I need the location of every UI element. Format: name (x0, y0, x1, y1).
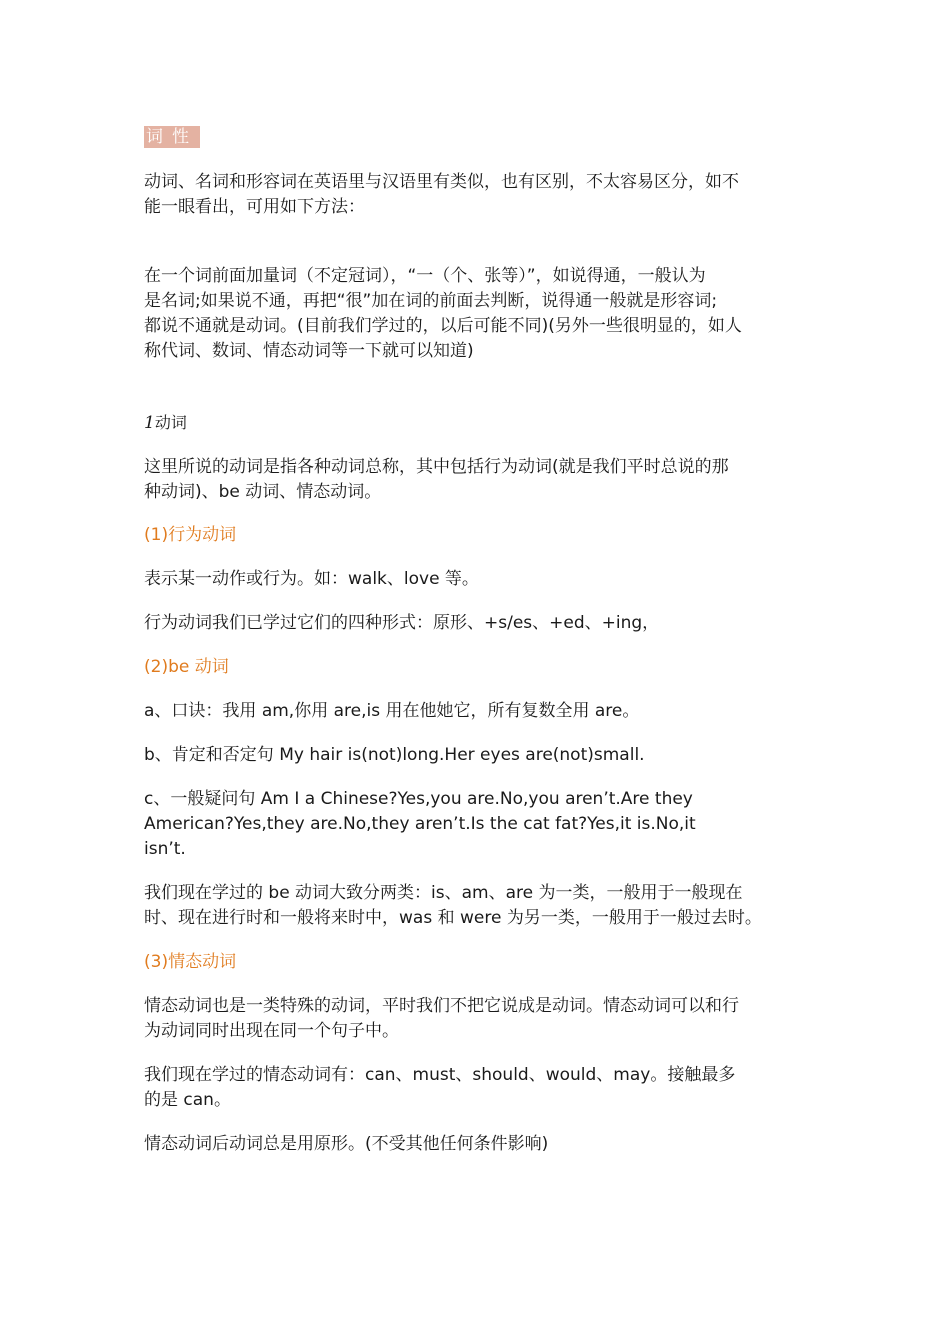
text-line: 是名词;如果说不通，再把“很”加在词的前面去判断，说得通一般就是形容词; (144, 291, 718, 311)
subheading-be-verbs: (2)be 动词 (144, 657, 229, 677)
paragraph: a、口诀：我用 am,你用 are,is 用在他她它，所有复数全用 are。 (144, 701, 640, 721)
paragraph (144, 881, 816, 931)
paragraph (144, 787, 816, 862)
text-line: 我们现在学过的 be 动词大致分两类：is、am、are 为一类，一般用于一般现在 (144, 883, 743, 903)
text-line: 时、现在进行时和一般将来时中，was 和 were 为另一类，一般用于一般过去时。 (144, 908, 762, 928)
text-line: 称代词、数词、情态动词等一下就可以知道) (144, 341, 474, 361)
text-line: 都说不通就是动词。(目前我们学过的，以后可能不同)(另外一些很明显的，如人 (144, 316, 742, 336)
text-line: 能一眼看出，可用如下方法： (144, 197, 365, 217)
text-line: 在一个词前面加量词（不定冠词），“一（个、张等）”，如说得通，一般认为 (144, 266, 706, 286)
text-line: c、一般疑问句 Am I a Chinese?Yes,you are.No,you aren’t.Are they (144, 789, 693, 809)
text-line: 为动词同时出现在同一个句子中。 (144, 1021, 399, 1041)
text-line: 这里所说的动词是指各种动词总称，其中包括行为动词(就是我们平时总说的那 (144, 457, 729, 477)
text-line: 我们现在学过的情态动词有：can、must、should、would、may。接触最多 (144, 1065, 736, 1085)
section-label: 动词 (154, 413, 187, 432)
paragraph: b、肯定和否定句 My hair is(not)long.Her eyes are(not)small. (144, 745, 645, 765)
paragraph: 情态动词后动词总是用原形。(不受其他任何条件影响) (144, 1134, 549, 1154)
subheading-modal-verbs: (3)情态动词 (144, 952, 237, 972)
paragraph (144, 1063, 816, 1113)
paragraph: 表示某一动作或行为。如：walk、love 等。 (144, 569, 479, 589)
text-line: isn’t. (144, 839, 186, 859)
text-line: 动词、名词和形容词在英语里与汉语里有类似，也有区别，不太容易区分，如不 (144, 172, 739, 192)
intro-paragraph (144, 170, 816, 220)
paragraph: 行为动词我们已学过它们的四种形式：原形、+s/es、+ed、+ing， (144, 613, 660, 633)
method-paragraph (144, 264, 816, 364)
section-heading: 词性 (146, 127, 198, 147)
section-title-verbs (144, 410, 816, 436)
text-line: 的是 can。 (144, 1090, 231, 1110)
subheading-action-verbs: (1)行为动词 (144, 525, 237, 545)
text-line: 情态动词也是一类特殊的动词，平时我们不把它说成是动词。情态动词可以和行 (144, 996, 739, 1016)
text-line: 种动词)、be 动词、情态动词。 (144, 482, 382, 502)
paragraph (144, 994, 816, 1044)
text-line: American?Yes,they are.No,they aren’t.Is the cat fat?Yes,it is.No,it (144, 814, 696, 834)
section-number: 1 (144, 413, 155, 433)
verb-intro-paragraph (144, 455, 816, 505)
